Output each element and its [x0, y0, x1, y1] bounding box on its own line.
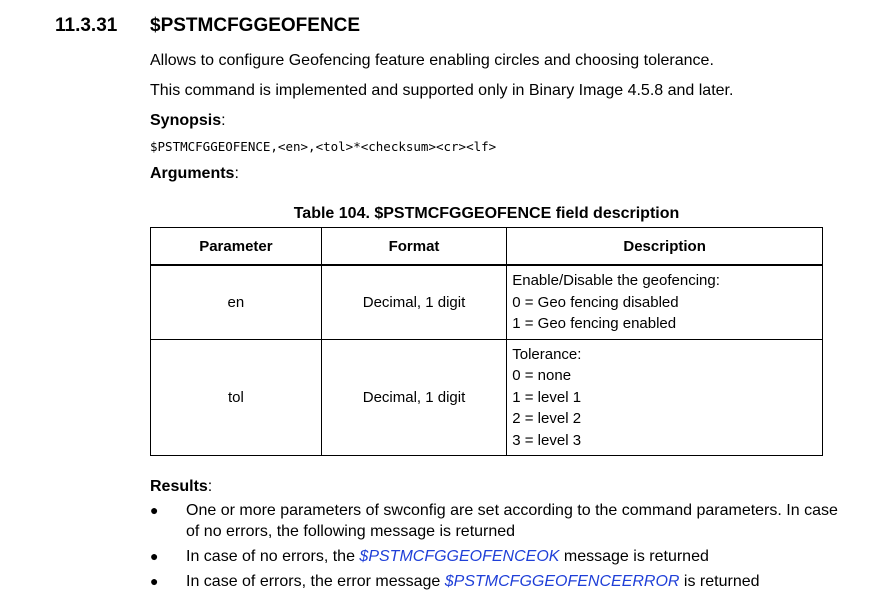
list-item: [150, 546, 840, 567]
table-header-row: [151, 228, 823, 266]
bullet-icon: ●: [150, 502, 159, 518]
synopsis-code: $PSTMCFGGEOFENCE,<en>,<tol>*<checksum><cr><lf>: [150, 139, 497, 154]
results-label: Results: [150, 478, 208, 495]
bullet-icon: ●: [150, 573, 159, 589]
description-line: 3 = level 3: [512, 431, 582, 449]
description-line: 2 = level 2: [512, 410, 582, 427]
cell-format: Decimal, 1 digit: [321, 339, 506, 456]
description-line: Tolerance:: [512, 345, 582, 363]
results-colon: :: [207, 478, 213, 495]
synopsis-heading: [150, 112, 226, 130]
synopsis-label: Synopsis: [150, 112, 222, 129]
result-text-after: is returned: [679, 573, 760, 590]
error-message-link[interactable]: $PSTMCFGGEOFENCEERROR: [444, 573, 680, 590]
description-line: 1 = Geo fencing enabled: [512, 315, 677, 332]
list-item: [150, 571, 840, 592]
result-text: One or more parameters of swconfig are set according to the command parameters. In case of no errors, the following message is returned: [186, 502, 838, 540]
section-title: $PSTMCFGGEOFENCE: [150, 15, 361, 36]
header-parameter: Parameter: [151, 228, 322, 266]
cell-description: [507, 265, 823, 339]
table-row: [151, 265, 823, 339]
arguments-heading: [150, 165, 239, 183]
bullet-icon: ●: [150, 548, 159, 564]
description-line: Enable/Disable the geofencing:: [512, 272, 720, 289]
ok-message-link[interactable]: $PSTMCFGGEOFENCEOK: [359, 548, 560, 565]
description-line: 0 = none: [512, 367, 572, 384]
intro-paragraph-2: This command is implemented and supported only in Binary Image 4.5.8 and later.: [150, 82, 734, 99]
result-text-before: In case of errors, the error message: [186, 573, 445, 590]
arguments-label: Arguments: [150, 165, 235, 182]
header-format: Format: [321, 228, 506, 266]
synopsis-colon: :: [221, 112, 226, 129]
cell-parameter: tol: [151, 339, 322, 456]
cell-parameter: en: [151, 265, 322, 339]
arguments-colon: :: [234, 165, 239, 182]
results-heading: [150, 478, 212, 496]
table-caption: Table 104. $PSTMCFGGEOFENCE field description: [293, 205, 680, 222]
result-text-after: message is returned: [559, 548, 709, 565]
field-description-table: [150, 227, 823, 456]
description-line: 1 = level 1: [512, 388, 582, 406]
result-text-before: In case of no errors, the: [186, 548, 360, 565]
cell-format: Decimal, 1 digit: [321, 265, 506, 339]
list-item: [150, 500, 840, 542]
description-line: 0 = Geo fencing disabled: [512, 293, 679, 311]
section-number: 11.3.31: [55, 15, 118, 36]
intro-paragraph-1: Allows to configure Geofencing feature enabling circles and choosing tolerance.: [150, 52, 714, 69]
header-description: Description: [507, 228, 823, 266]
table-row: [151, 339, 823, 456]
results-list: [150, 500, 840, 596]
cell-description: [507, 339, 823, 456]
